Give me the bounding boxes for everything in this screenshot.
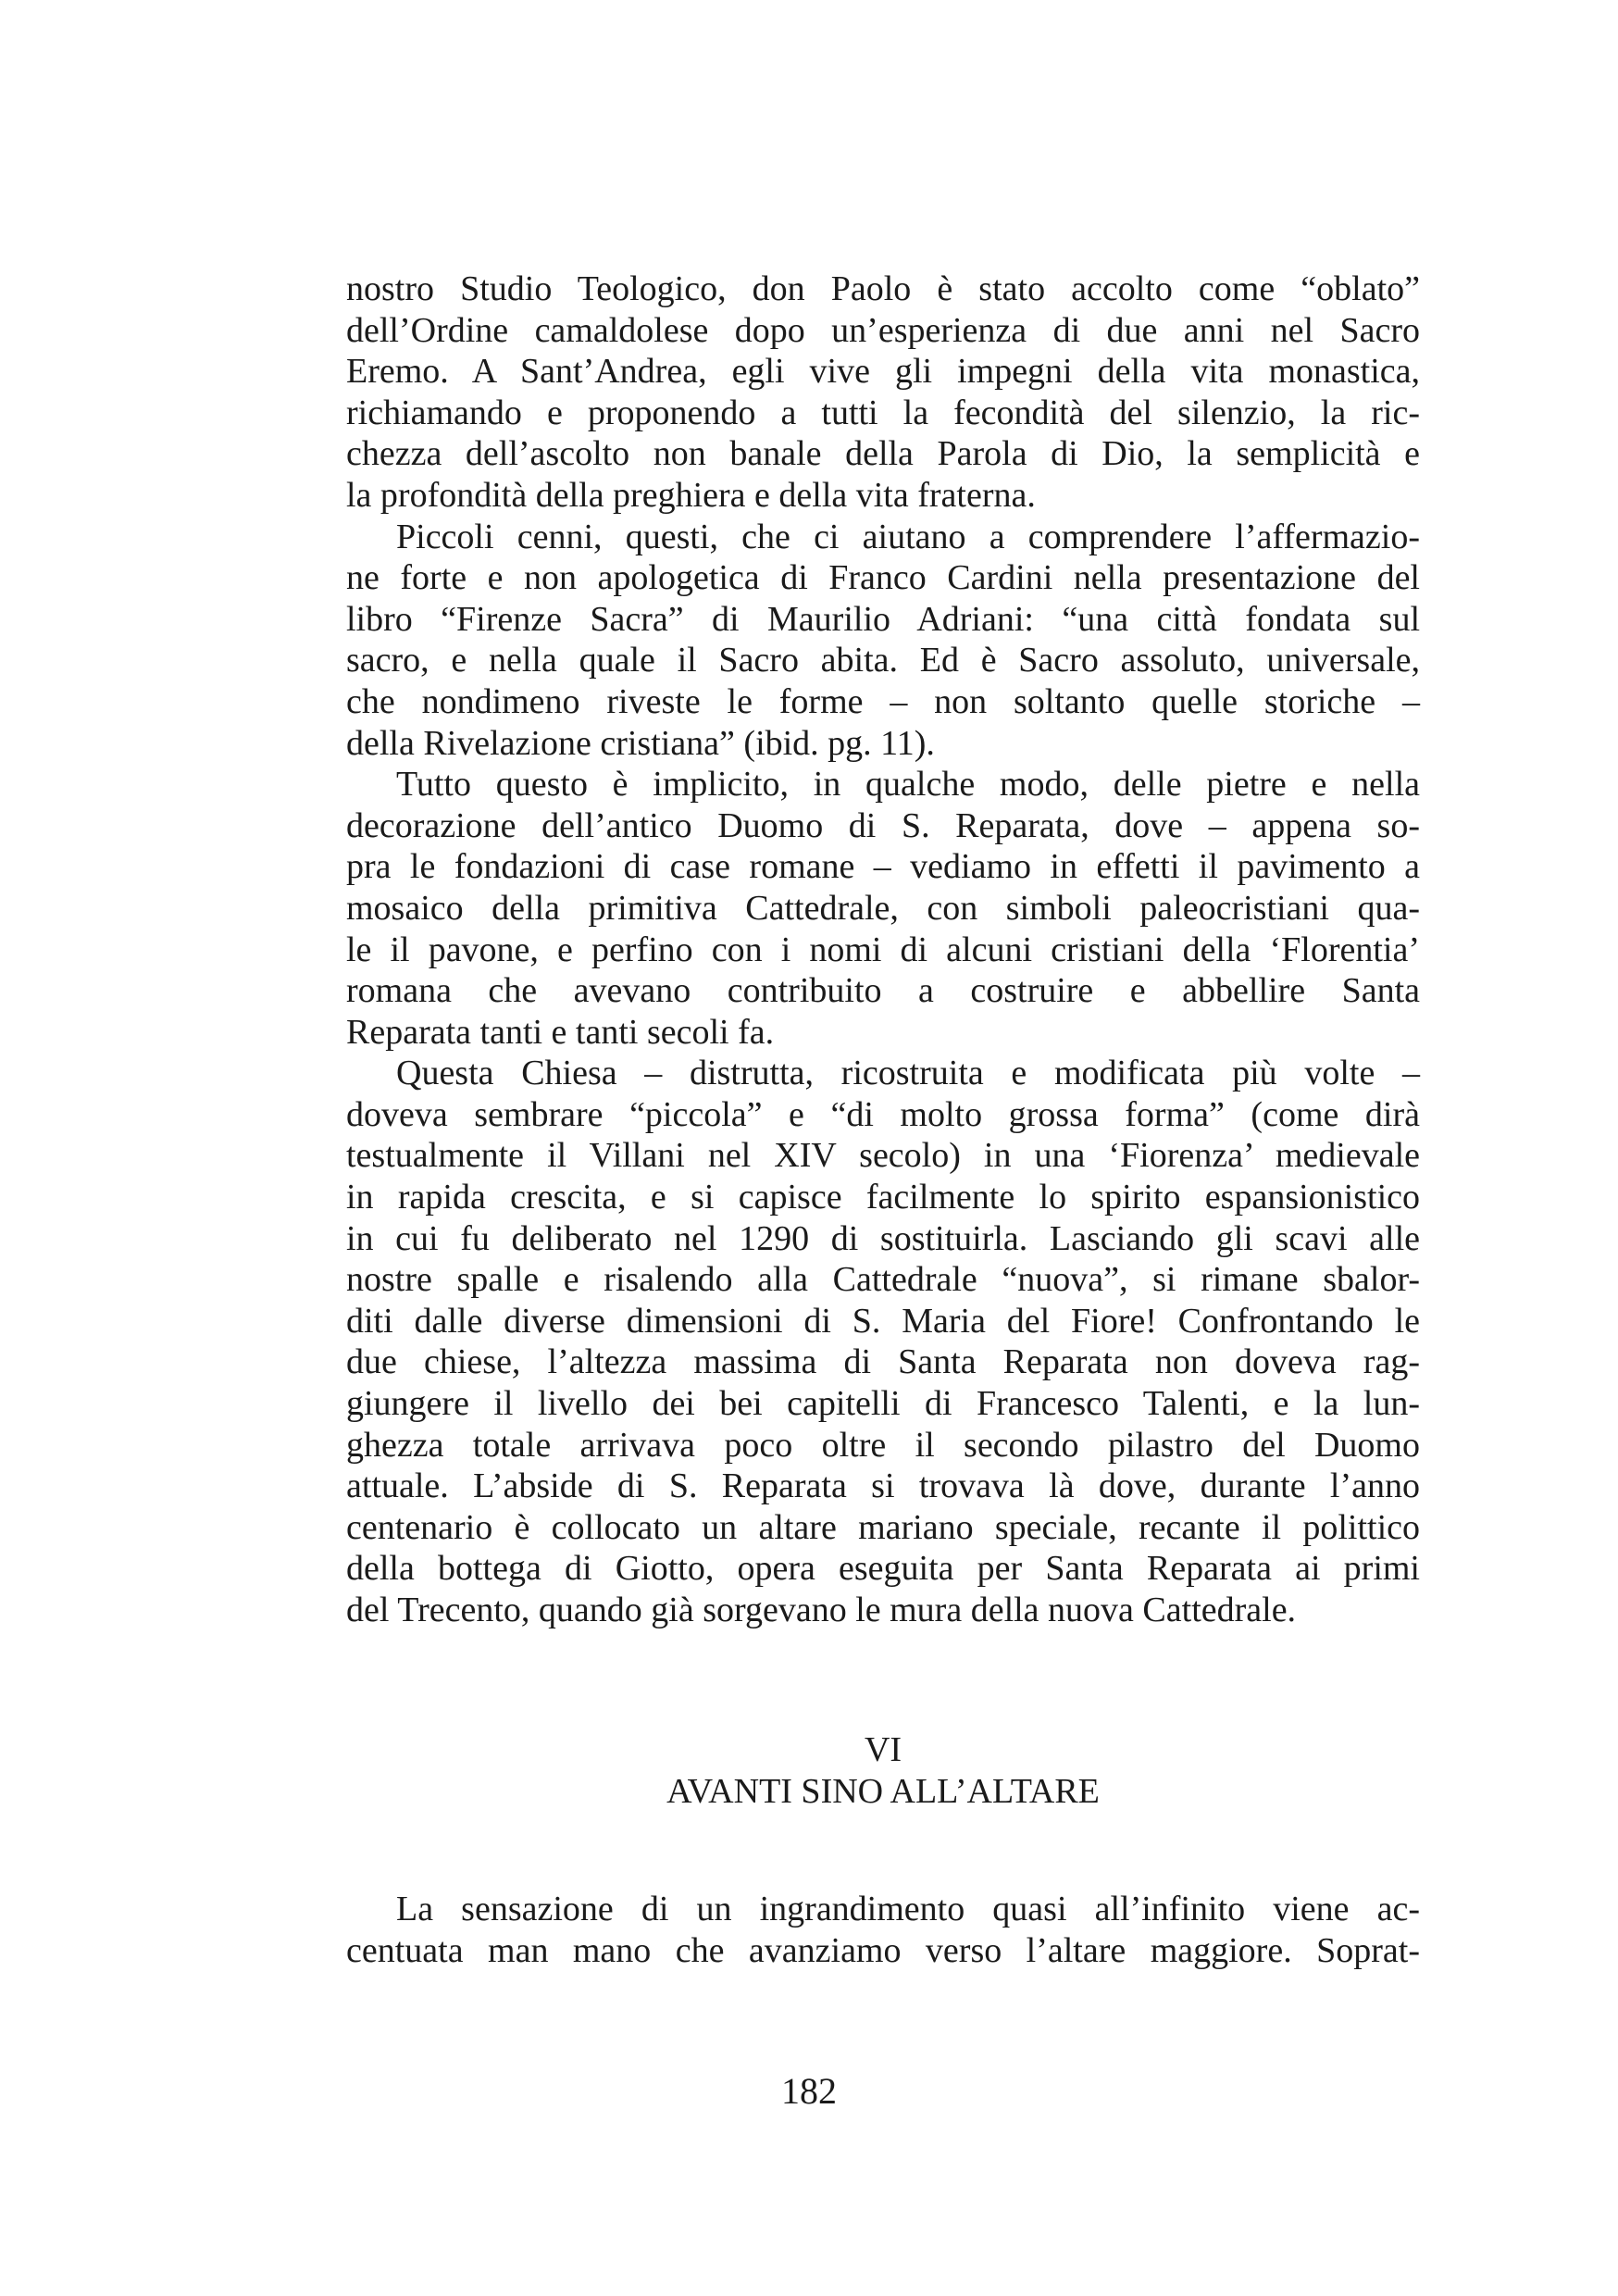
text-line: richiamando e proponendo a tutti la fecondità del silenzio, la ric-: [346, 393, 1420, 432]
text-line: in rapida crescita, e si capisce facilmente lo spirito espansionistico: [346, 1178, 1420, 1217]
page-number: 182: [781, 2070, 837, 2112]
section-heading: [346, 1729, 1420, 1812]
text-line: Reparata tanti e tanti secoli fa.: [346, 1012, 775, 1052]
text-line: Questa Chiesa – distrutta, ricostruita e modificata più volte –: [396, 1054, 1420, 1093]
text-line: ne forte e non apologetica di Franco Cardini nella presentazione del: [346, 558, 1420, 598]
text-line: le il pavone, e perfino con i nomi di alcuni cristiani della ‘Florentia’: [346, 930, 1420, 969]
text-line: sacro, e nella quale il Sacro abita. Ed è Sacro assoluto, universale,: [346, 641, 1420, 680]
text-line: che nondimeno riveste le forme – non soltanto quelle storiche –: [346, 681, 1420, 721]
text-line: libro “Firenze Sacra” di Maurilio Adriani: “una città fondata sul: [346, 599, 1420, 639]
text-line: in cui fu deliberato nel 1290 di sostituirla. Lasciando gli scavi alle: [346, 1218, 1420, 1258]
text-line: della Rivelazione cristiana” (ibid. pg. 11).: [346, 723, 935, 763]
text-line: diti dalle diverse dimensioni di S. Maria del Fiore! Confrontando le: [346, 1301, 1420, 1341]
text-line: centenario è collocato un altare mariano speciale, recante il polittico: [346, 1507, 1420, 1547]
body-text: [346, 268, 1420, 1631]
text-line: ghezza totale arrivava poco oltre il secondo pilastro del Duomo: [346, 1425, 1420, 1465]
text-line: dell’Ordine camaldolese dopo un’esperienza di due anni nel Sacro: [346, 310, 1420, 350]
text-line: giungere il livello dei bei capitelli di Francesco Talenti, e la lun-: [346, 1384, 1420, 1424]
text-line: La sensazione di un ingrandimento quasi all’infinito viene ac-: [396, 1890, 1420, 1928]
text-line: Eremo. A Sant’Andrea, egli vive gli impegni della vita monastica,: [346, 352, 1420, 392]
text-line: mosaico della primitiva Cattedrale, con simboli paleocristiani qua-: [346, 888, 1420, 928]
text-line: Piccoli cenni, questi, che ci aiutano a comprendere l’affermazio-: [396, 517, 1420, 556]
text-line: nostro Studio Teologico, don Paolo è stato accolto come “oblato”: [346, 269, 1420, 308]
text-line: testualmente il Villani nel XIV secolo) in una ‘Fiorenza’ medievale: [346, 1136, 1420, 1176]
text-line: attuale. L’abside di S. Reparata si trovava là dove, durante l’anno: [346, 1466, 1420, 1506]
text-line: due chiese, l’altezza massima di Santa Reparata non doveva rag-: [346, 1342, 1420, 1382]
section-title: AVANTI SINO ALL’ALTARE: [666, 1771, 1100, 1811]
text-line: nostre spalle e risalendo alla Cattedrale “nuova”, si rimane sbalor-: [346, 1260, 1420, 1300]
text-line: doveva sembrare “piccola” e “di molto grossa forma” (come dirà: [346, 1094, 1420, 1134]
text-line: del Trecento, quando già sorgevano le mura della nuova Cattedrale.: [346, 1591, 1297, 1629]
section-text: [346, 1889, 1420, 1971]
text-line: centuata man mano che avanziamo verso l’altare maggiore. Soprat-: [346, 1930, 1420, 1970]
section-number: VI: [864, 1730, 902, 1769]
text-line: decorazione dell’antico Duomo di S. Reparata, dove – appena so-: [346, 805, 1420, 845]
text-line: pra le fondazioni di case romane – vediamo in effetti il pavimento a: [346, 847, 1420, 887]
text-line: della bottega di Giotto, opera eseguita per Santa Reparata ai primi: [346, 1549, 1420, 1589]
text-line: Tutto questo è implicito, in qualche modo, delle pietre e nella: [396, 765, 1420, 805]
text-line: chezza dell’ascolto non banale della Parola di Dio, la semplicità e: [346, 434, 1420, 474]
text-line: la profondità della preghiera e della vita fraterna.: [346, 475, 1036, 515]
text-line: romana che avevano contribuito a costruire e abbellire Santa: [346, 971, 1420, 1011]
